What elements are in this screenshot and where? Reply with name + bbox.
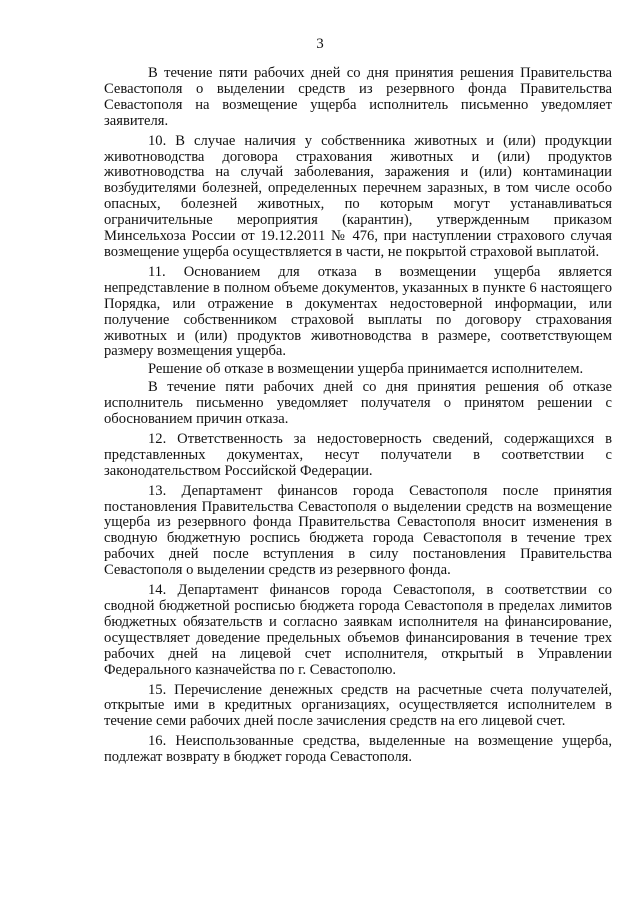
paragraph-15: 15. Перечисление денежных средств на расчетные счета получателей, открытые ими в кредитных организациях, осуществляется исполнителем в течение семи рабочих дней после зачисления средств на его лицевой счет.	[104, 681, 612, 730]
paragraph-11: 11. Основанием для отказа в возмещении ущерба является непредставление в полном объеме документов, указанных в пункте 6 настоящего Порядка, или отражение в документах недостоверной информации, или получение собственником страховой выплаты по договору страхования животных и (или) продуктов животноводства в размере, соответствующем размеру возмещения ущерба.	[104, 263, 612, 360]
paragraph-13: 13. Департамент финансов города Севастополя после принятия постановления Правительства Севастополя о выделении средств на возмещение ущерба из резервного фонда Правительства Севастополя вносит изменения в сводную бюджетную роспись бюджета города Севастополя в течение трех рабочих дней после вступления в силу постановления Правительства Севастополя о выделении средств из резервного фонда.	[104, 482, 612, 579]
paragraph-14: 14. Департамент финансов города Севастополя, в соответствии со сводной бюджетной росписью бюджета города Севастополя в пределах лимитов бюджетных обязательств и согласно заявкам исполнителя на финансирование, осуществляет доведение предельных объемов финансирования в течение трех рабочих дней на лицевой счет исполнителя, открытый в Управлении Федерального казначейства по г. Севастополю.	[104, 582, 612, 678]
paragraph-16: 16. Неиспользованные средства, выделенные на возмещение ущерба, подлежат возврату в бюджет города Севастополя.	[104, 733, 612, 766]
paragraph-refusal-decision: Решение об отказе в возмещении ущерба принимается исполнителем.	[148, 361, 584, 378]
paragraph-12: 12. Ответственность за недостоверность сведений, содержащихся в представленных документах, несут получатели в соответствии с законодательством Российской Федерации.	[104, 430, 612, 479]
paragraph-10: 10. В случае наличия у собственника животных и (или) продукции животноводства договора страхования животных и (или) продуктов животноводства на случай заболевания, заражения и (или) контаминации возбудителями болезней, определенных перечнем заразных, в том числе особо опасных, болезней животных, по которым могут устанавливаться ограничительные мероприятия (карантин), утвержденным приказом Минсельхоза России от 19.12.2011 № 476, при наступлении страхового случая возмещение ущерба осуществляется в части, не покрытой страховой выплатой.	[104, 132, 612, 260]
document-body	[104, 66, 612, 770]
page-number: 3	[316, 36, 324, 52]
paragraph-notification: В течение пяти рабочих дней со дня принятия решения Правительства Севастополя о выделении средств из резервного фонда Правительства Севастополя на возмещение ущерба исполнитель письменно уведомляет заявителя.	[104, 65, 612, 129]
paragraph-refusal-notice: В течение пяти рабочих дней со дня принятия решения об отказе исполнитель письменно уведомляет получателя о принятом решении с обоснованием причин отказа.	[104, 379, 612, 428]
